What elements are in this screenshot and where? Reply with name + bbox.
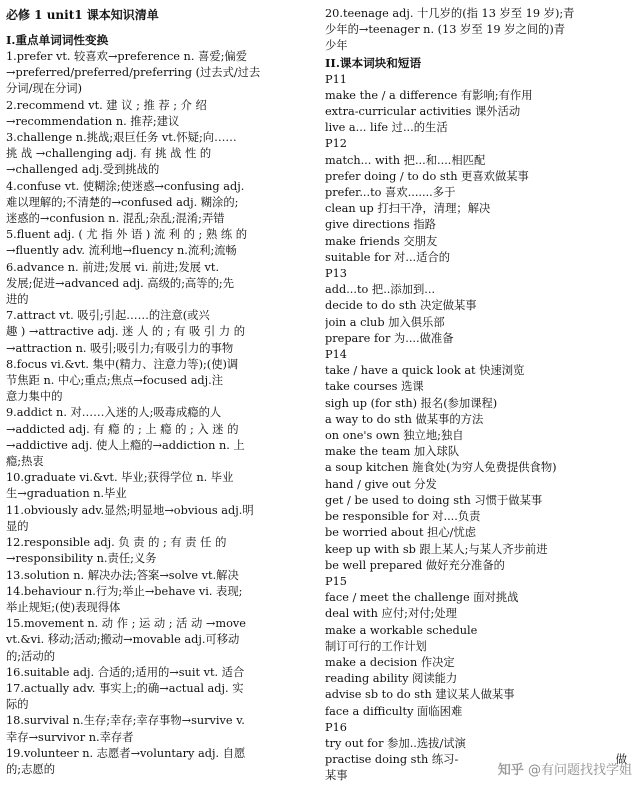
phrase-line: P14 xyxy=(325,348,347,362)
vocab-line: 18.survival n.生存;幸存;幸存事物→survive v. xyxy=(6,714,245,728)
phrase-line: live a... life 过...的生活 xyxy=(325,121,448,135)
vocab-line: 发展;促进→advanced adj. 高级的;高等的;先 xyxy=(6,276,234,290)
vocab-line: 15.movement n. 动 作 ; 运 动 ; 活 动 →move xyxy=(6,617,246,631)
phrase-line: make the / a difference 有影响;有作用 xyxy=(325,88,533,102)
phrase-line: suitable for 对...适合的 xyxy=(325,250,451,264)
vocab-line: →preferred/preferred/preferring (过去式/过去 xyxy=(6,66,261,80)
vocab-line: →responsibility n.责任;义务 xyxy=(6,552,157,566)
left-column xyxy=(6,6,306,778)
vocab-line: 进的 xyxy=(6,293,29,307)
vocab-line: 10.graduate vi.&vt. 毕业;获得学位 n. 毕业 xyxy=(6,471,234,485)
vocab-line: 7.attract vt. 吸引;引起……的注意(或兴 xyxy=(6,309,210,323)
phrase-line: a soup kitchen 施食处(为穷人免费提供食物) xyxy=(325,461,557,475)
vocab-line: 迷惑的→confusion n. 混乱;杂乱;混淆;弄错 xyxy=(6,212,225,226)
vocab-line: 少年的→teenager n. (13 岁至 19 岁之间的)青 xyxy=(325,23,566,37)
section-heading-vocab: I.重点单词词性变换 xyxy=(6,33,109,47)
vocab-line: 5.fluent adj. ( 尤 指 外 语 ) 流 利 的 ; 熟 练 的 xyxy=(6,228,248,242)
phrase-line: 制订可行的工作计划 xyxy=(325,639,427,653)
vocab-line: →addictive adj. 使人上瘾的→addiction n. 上 xyxy=(6,438,245,452)
vocab-line: 生→graduation n.毕业 xyxy=(6,487,127,501)
vocab-line: →challenged adj.受到挑战的 xyxy=(6,163,160,177)
phrase-line: prepare for 为....做准备 xyxy=(325,331,454,345)
vocab-line: 12.responsible adj. 负 责 的 ; 有 责 任 的 xyxy=(6,536,227,550)
vocab-line: 趣 ) →attractive adj. 迷 人 的 ; 有 吸 引 力 的 xyxy=(6,325,246,339)
vocab-line: →recommendation n. 推荐;建议 xyxy=(6,114,180,128)
vocab-line: →attraction n. 吸引;吸引力;有吸引力的事物 xyxy=(6,341,234,355)
phrase-line: make a workable schedule xyxy=(325,623,478,637)
phrase-line: P12 xyxy=(325,137,347,151)
vocab-line: 的;志愿的 xyxy=(6,762,55,776)
phrase-line: give directions 指路 xyxy=(325,218,436,232)
phrase-line: keep up with sb 跟上某人;与某人齐步前进 xyxy=(325,542,548,556)
vocab-line: 20.teenage adj. 十几岁的(指 13 岁至 19 岁);青 xyxy=(325,7,575,20)
phrase-last-left: practise doing sth 练习- xyxy=(325,753,459,767)
vocab-line: 举止规矩;(使)表现得体 xyxy=(6,600,121,614)
vocab-line: 1.prefer vt. 较喜欢→preference n. 喜爱;偏爱 xyxy=(6,50,248,63)
phrase-line: advise sb to do sth 建议某人做某事 xyxy=(325,688,515,702)
phrase-line: prefer...to 喜欢.......多于 xyxy=(325,186,456,200)
vocab-line: 的;活动的 xyxy=(6,649,55,663)
vocab-line: 3.challenge n.挑战;艰巨任务 vt.怀疑;向…… xyxy=(6,131,237,145)
vocab-line: 少年 xyxy=(325,39,348,53)
vocab-line: 际的 xyxy=(6,698,29,712)
phrase-line: make friends 交朋友 xyxy=(325,234,438,248)
vocab-line: 瘾;热衷 xyxy=(6,455,44,469)
vocab-line: →fluently adv. 流利地→fluency n.流利;流畅 xyxy=(6,244,237,258)
vocab-line: 13.solution n. 解决办法;答案→solve vt.解决 xyxy=(6,568,239,582)
watermark-author: @有问题找找学姐 xyxy=(527,763,632,778)
phrase-line: prefer doing / to do sth 更喜欢做某事 xyxy=(325,169,529,183)
vocab-line: 难以理解的;不清楚的→confused adj. 糊涂的; xyxy=(6,195,239,209)
phrase-line: clean up 打扫干净，清理；解决 xyxy=(325,202,491,216)
phrase-line: face a difficulty 面临困难 xyxy=(325,704,463,718)
vocab-line: 11.obviously adv.显然;明显地→obvious adj.明 xyxy=(6,503,254,517)
page-title: 必修 1 unit1 课本知识清单 xyxy=(6,8,159,22)
vocab-line: 幸存→survivor n.幸存者 xyxy=(6,730,134,744)
vocab-line: 意力集中的 xyxy=(6,390,63,404)
phrase-line: reading ability 阅读能力 xyxy=(325,672,458,686)
phrase-line: try out for 参加..选拔/试演 xyxy=(325,736,466,750)
vocab-line: →addicted adj. 有 瘾 的 ; 上 瘾 的 ; 入 迷 的 xyxy=(6,422,239,436)
vocab-line: 17.actually adv. 事实上;的确→actual adj. 实 xyxy=(6,681,244,695)
vocab-line: 2.recommend vt. 建 议 ; 推 荐 ; 介 绍 xyxy=(6,98,207,112)
phrase-line: P16 xyxy=(325,720,347,734)
phrase-line: P13 xyxy=(325,267,347,281)
phrase-line: take courses 选课 xyxy=(325,380,424,394)
right-column xyxy=(325,6,627,785)
phrase-line: be well prepared 做好充分准备的 xyxy=(325,558,505,572)
phrase-line: P15 xyxy=(325,574,347,588)
vocab-line: 4.confuse vt. 使糊涂;使迷惑→confusing adj. xyxy=(6,179,245,193)
vocab-line: 6.advance n. 前进;发展 vi. 前进;发展 vt. xyxy=(6,260,220,274)
phrase-line: on one's own 独立地;独自 xyxy=(325,429,464,443)
phrase-line: a way to do sth 做某事的方法 xyxy=(325,412,484,426)
phrase-line: be worried about 担心/忧虑 xyxy=(325,526,477,540)
phrase-line: take / have a quick look at 快速浏览 xyxy=(325,364,525,378)
phrase-line: sigh up (for sth) 报名(参加课程) xyxy=(325,396,498,410)
phrase-line: extra-curricular activities 课外活动 xyxy=(325,105,521,119)
vocab-line: 8.focus vi.&vt. 集中(精力、注意力等);(使)调 xyxy=(6,357,239,371)
zhihu-watermark xyxy=(498,759,632,778)
phrase-line: add...to 把..添加到... xyxy=(325,283,436,297)
phrase-list xyxy=(325,72,627,753)
vocab-line: 分词/现在分词) xyxy=(6,82,82,96)
phrase-line: join a club 加入俱乐部 xyxy=(325,315,445,329)
phrase-line: decide to do sth 决定做某事 xyxy=(325,299,477,313)
phrase-last-right: 做 xyxy=(615,753,627,767)
watermark-site: 知乎 xyxy=(497,763,524,778)
phrase-line: make a decision 作决定 xyxy=(325,655,455,669)
vocab-line: 14.behaviour n.行为;举止→behave vi. 表现; xyxy=(6,584,243,598)
phrase-line: P11 xyxy=(325,72,347,86)
vocab-line: vt.&vi. 移动;活动;搬动→movable adj.可移动 xyxy=(6,633,240,647)
phrase-line: match... with 把...和....相匹配 xyxy=(325,153,486,167)
vocab-list xyxy=(6,49,306,778)
vocab-line: 显的 xyxy=(6,519,29,533)
vocab-line: 挑 战 →challenging adj. 有 挑 战 性 的 xyxy=(6,147,212,161)
section-heading-phrases: II.课本词块和短语 xyxy=(325,55,422,70)
vocab-line: 节焦距 n. 中心;重点;焦点→focused adj.注 xyxy=(6,374,224,388)
phrase-line: hand / give out 分发 xyxy=(325,477,437,491)
phrase-line: get / be used to doing sth 习惯于做某事 xyxy=(325,493,543,507)
phrase-line: make the team 加入球队 xyxy=(325,445,460,459)
phrase-line: face / meet the challenge 面对挑战 xyxy=(325,591,519,605)
vocab-line: 16.suitable adj. 合适的;适用的→suit vt. 适合 xyxy=(6,665,245,679)
phrase-line-last-cont: 某事 xyxy=(325,769,348,783)
vocab-line: 19.volunteer n. 志愿者→voluntary adj. 自愿 xyxy=(6,746,246,760)
phrase-line: be responsible for 对....负责 xyxy=(325,510,481,524)
phrase-line: deal with 应付;对付;处理 xyxy=(325,607,457,621)
vocab-line: 9.addict n. 对……入迷的人;吸毒成瘾的人 xyxy=(6,406,222,420)
vocab-list-continued xyxy=(325,6,627,55)
